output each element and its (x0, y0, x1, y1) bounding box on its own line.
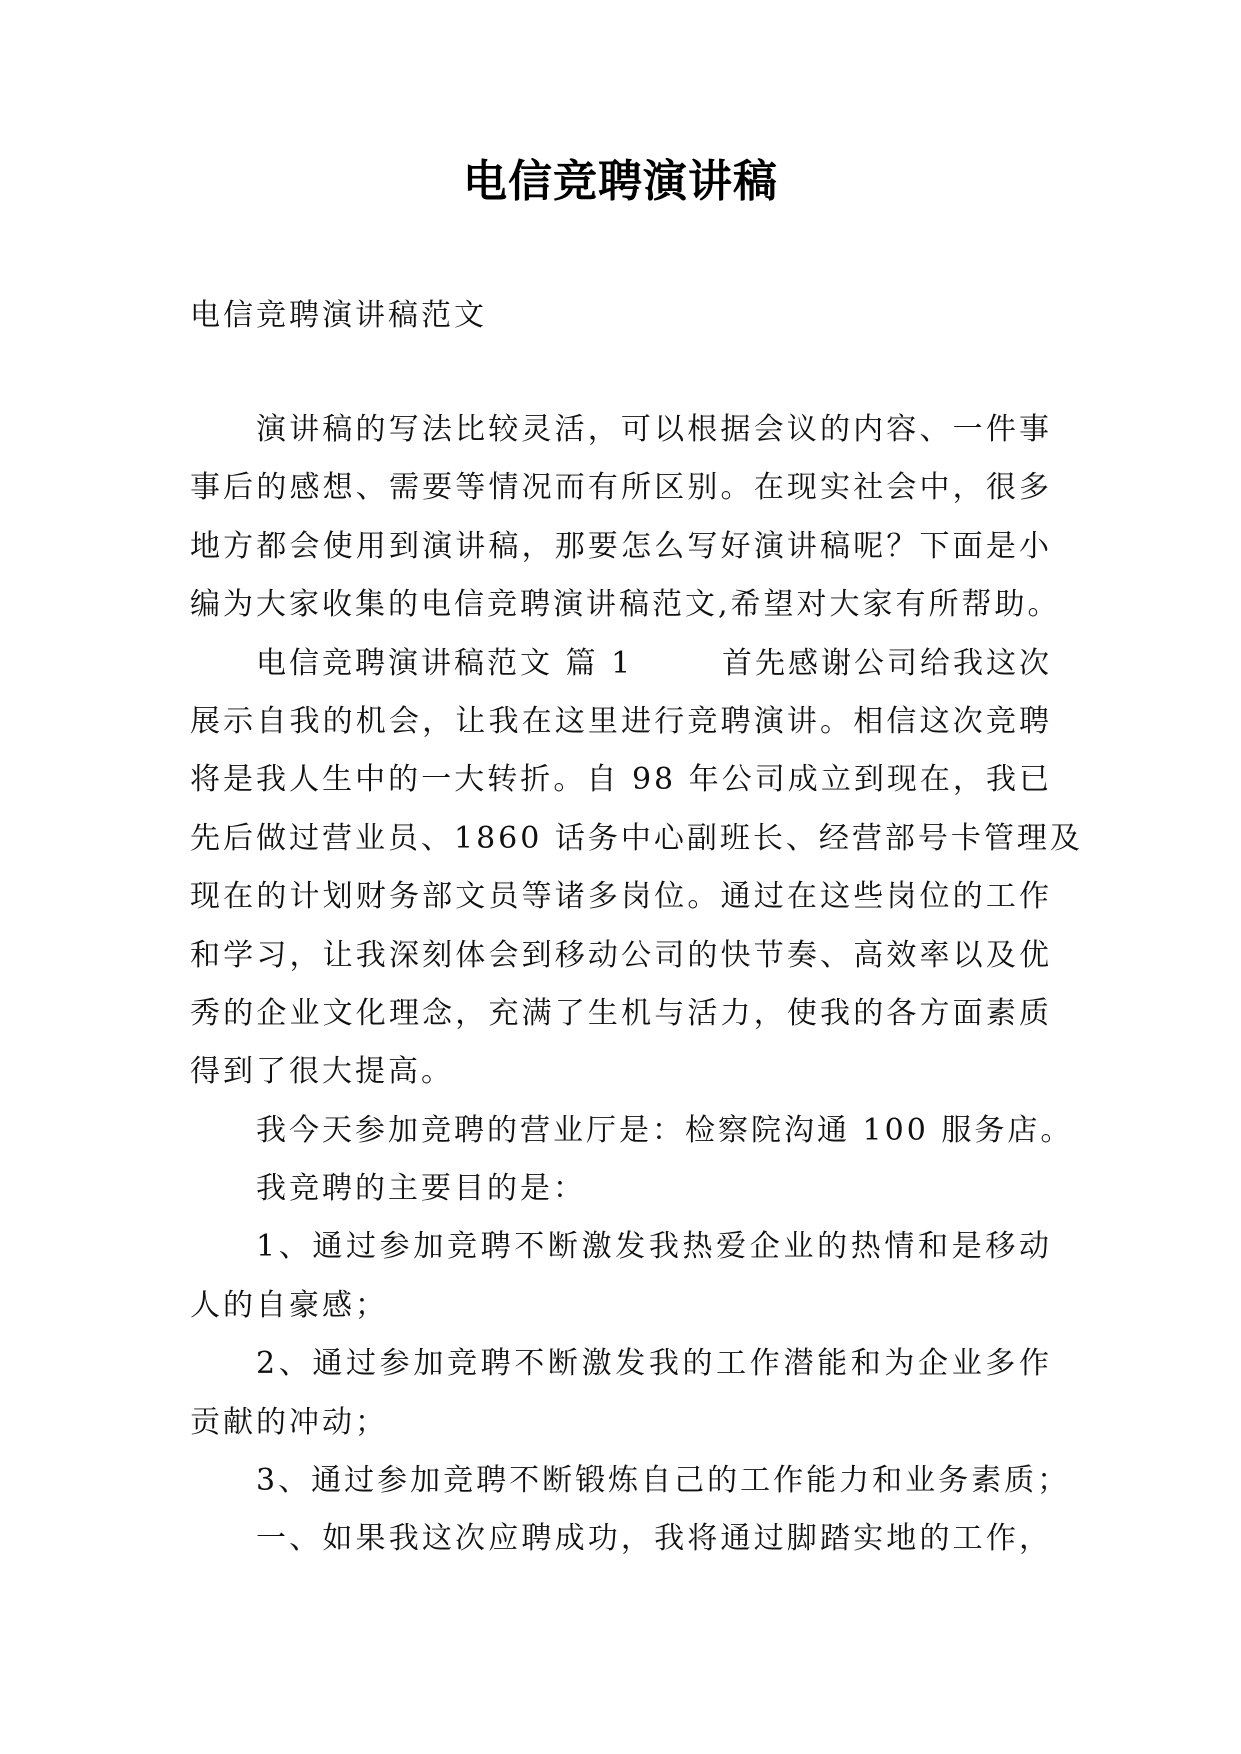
section-text-line: 先后做过营业员、1860 话务中心副班长、经营部号卡管理及 (190, 820, 1083, 856)
section-text-line: 和学习，让我深刻体会到移动公司的快节奏、高效率以及优 (190, 937, 1052, 973)
intro-line: 演讲稿的写法比较灵活，可以根据会议的内容、一件事 (256, 412, 1052, 447)
plan-line: 一、如果我这次应聘成功，我将通过脚踏实地的工作， (256, 1521, 1052, 1557)
goals-intro: 我竞聘的主要目的是： (256, 1171, 586, 1207)
document-title: 电信竞聘演讲稿 (463, 156, 778, 207)
section-heading: 电信竞聘演讲稿范文 篇 1 (256, 645, 634, 681)
goal-item-line: 3、通过参加竞聘不断锻炼自己的工作能力和业务素质； (256, 1463, 1071, 1499)
section-text-line: 首先感谢公司给我这次 (722, 645, 1052, 681)
goal-item-line: 人的自豪感； (190, 1287, 388, 1323)
goal-item-line: 2、通过参加竞聘不断激发我的工作潜能和为企业多作 (256, 1346, 1052, 1382)
document-body (190, 287, 1083, 1569)
section-text-line: 秀的企业文化理念，充满了生机与活力，使我的各方面素质 (190, 995, 1052, 1031)
store-line: 我今天参加竞聘的营业厅是：检察院沟通 100 服务店。 (256, 1112, 1074, 1148)
intro-line: 事后的感想、需要等情况而有所区别。在现实社会中，很多 (190, 470, 1052, 506)
goal-item-line: 贡献的冲动； (190, 1404, 388, 1440)
intro-line: 地方都会使用到演讲稿，那要怎么写好演讲稿呢？下面是小 (190, 528, 1052, 564)
section-text-line: 现在的计划财务部文员等诸多岗位。通过在这些岗位的工作 (190, 879, 1052, 915)
goal-item-line: 1、通过参加竞聘不断激发我热爱企业的热情和是移动 (256, 1229, 1052, 1265)
section-text-line: 展示自我的机会，让我在这里进行竞聘演讲。相信这次竞聘 (190, 703, 1052, 739)
section-text-line: 得到了很大提高。 (190, 1054, 454, 1090)
document-subtitle: 电信竞聘演讲稿范文 (190, 298, 487, 333)
intro-line: 编为大家收集的电信竞聘演讲稿范文,希望对大家有所帮助。 (190, 587, 1061, 623)
section-text-line: 将是我人生中的一大转折。自 98 年公司成立到现在，我已 (190, 762, 1052, 798)
section-first-line (190, 635, 1052, 693)
